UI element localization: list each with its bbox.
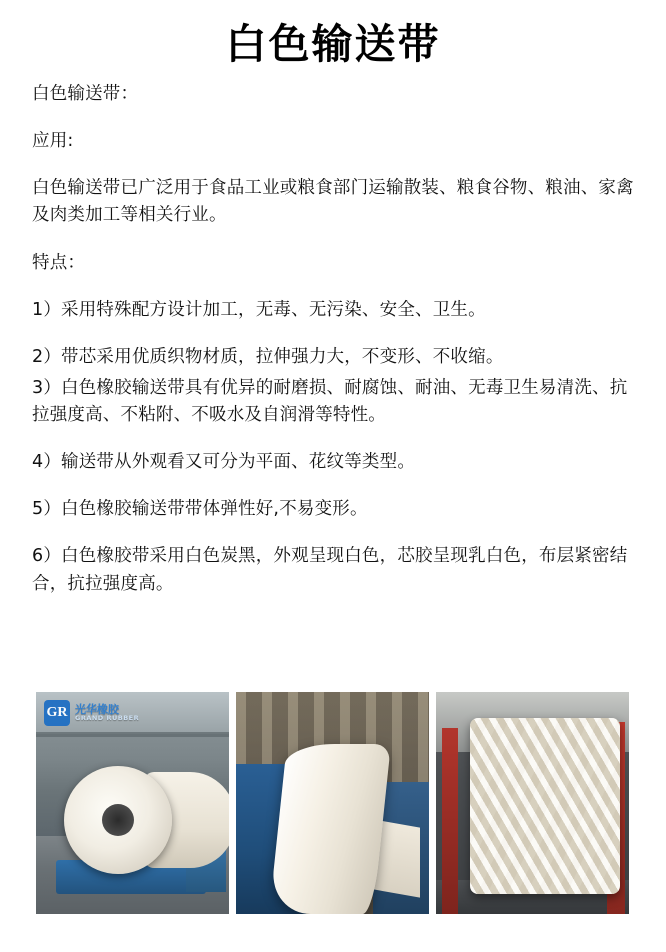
paragraph-features-heading: 特点： xyxy=(32,252,86,273)
photo3-belt-roll xyxy=(470,718,620,894)
page-title: 白色输送带 xyxy=(225,20,441,68)
watermark-brand-cn: 光华橡胶 xyxy=(75,702,119,716)
watermark-mark: GR xyxy=(44,700,70,726)
photo3-frame-left xyxy=(442,728,458,914)
photo2-belt-sheet xyxy=(269,744,391,914)
paragraph-feature-5: 5）白色橡胶输送带带体弹性好,不易变形。 xyxy=(32,499,368,520)
product-photo-chevron-roll xyxy=(436,692,629,914)
photo1-belt-roll xyxy=(64,766,172,874)
paragraph-intro: 白色输送带： xyxy=(32,84,139,105)
paragraph-feature-4: 4）输送带从外观看又可分为平面、花纹等类型。 xyxy=(32,452,416,473)
paragraph-feature-1: 1）采用特殊配方设计加工，无毒、无污染、安全、卫生。 xyxy=(32,299,486,320)
photo3-chevron-pattern xyxy=(470,718,620,894)
product-photo-roll xyxy=(36,692,229,914)
paragraph-feature-6: 6）白色橡胶带采用白色炭黑，外观呈现白色，芯胶呈现乳白色，布层紧密结合，抗拉强度高。 xyxy=(32,546,628,594)
watermark-brand-en: GRAND RUBBER xyxy=(75,714,140,723)
product-photo-production-line xyxy=(236,692,429,914)
paragraph-feature-2: 2）带芯采用优质织物材质，拉伸强力大，不变形、不收缩。 xyxy=(32,346,504,367)
product-description-page xyxy=(0,22,666,952)
description-body xyxy=(0,81,666,598)
photo1-beam xyxy=(36,732,229,737)
paragraph-application-body: 白色输送带已广泛用于食品工业或粮食部门运输散装、粮食谷物、粮油、家禽及肉类加工等相关行业。 xyxy=(32,178,634,226)
product-photo-gallery xyxy=(36,692,630,914)
watermark-brand xyxy=(75,704,139,722)
paragraph-feature-3: 3）白色橡胶输送带具有优异的耐磨损、耐腐蚀、耐油、无毒卫生易清洗、抗拉强度高、不粘附、不吸水及自润滑等特性。 xyxy=(32,377,628,426)
paragraph-application-heading: 应用: xyxy=(32,131,74,152)
watermark-logo xyxy=(44,700,139,726)
